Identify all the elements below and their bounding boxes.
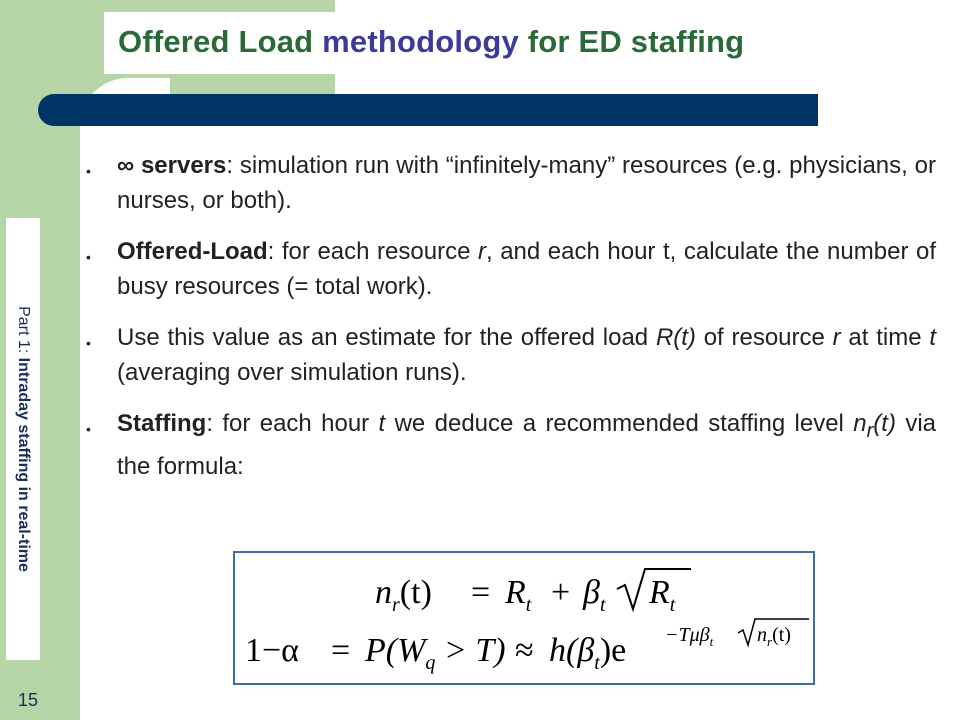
- formula-equals-1: =: [471, 574, 491, 611]
- bullet-item: • Offered-Load: for each resource r, and each hour t, calculate the number of busy resources (= total work).: [86, 234, 936, 304]
- formula-n: $n_r(t)$: [375, 574, 432, 616]
- formula-equals-2: =: [331, 632, 351, 669]
- formula-probability: $P(W_q > T)$: [365, 632, 506, 674]
- page-number: 15: [18, 690, 39, 710]
- formula-h-term: $h(\beta_t)e$: [549, 632, 627, 674]
- bullet-icon: •: [86, 421, 91, 437]
- formula-sqrt-R: $R_t$: [649, 574, 676, 616]
- formula-box: [233, 551, 815, 685]
- title-underline-bar: [38, 94, 818, 126]
- bullet-item: • Staffing: for each hour t we deduce a recommended staffing level $n_r(t)$ via the formula:: [86, 406, 936, 484]
- page-title: Offered Load methodology for ED staffing: [118, 24, 745, 59]
- formula-beta: $\beta_t$: [583, 574, 606, 616]
- formula-plus: +: [551, 574, 571, 611]
- formula-line-1: [375, 569, 691, 616]
- bullet-item: • Use this value as an estimate for the offered load R(t) of resource r at time t (averaging over simulation runs).: [86, 320, 936, 390]
- formula-lhs-2: 1−α: [245, 632, 299, 669]
- formula-R: $R_t$: [505, 574, 532, 616]
- formula-line-2: [245, 619, 809, 674]
- bullet-icon: •: [86, 249, 91, 265]
- bullet-icon: •: [86, 163, 91, 179]
- formula-exponent: −Tμβ$_t$: [665, 624, 714, 649]
- formula-exp-sqrt: $n_r(t)$: [757, 624, 791, 649]
- bullet-item: • ∞ servers: simulation run with “infinitely-many” resources (e.g. physicians, or nurses, or both).: [86, 148, 936, 218]
- formula-graphic: [235, 553, 813, 683]
- section-side-label: Part 1: Intraday staffing in real-time: [15, 306, 32, 572]
- formula-approx: ≈: [515, 632, 534, 669]
- bullet-list: [86, 148, 936, 500]
- bullet-icon: •: [86, 335, 91, 351]
